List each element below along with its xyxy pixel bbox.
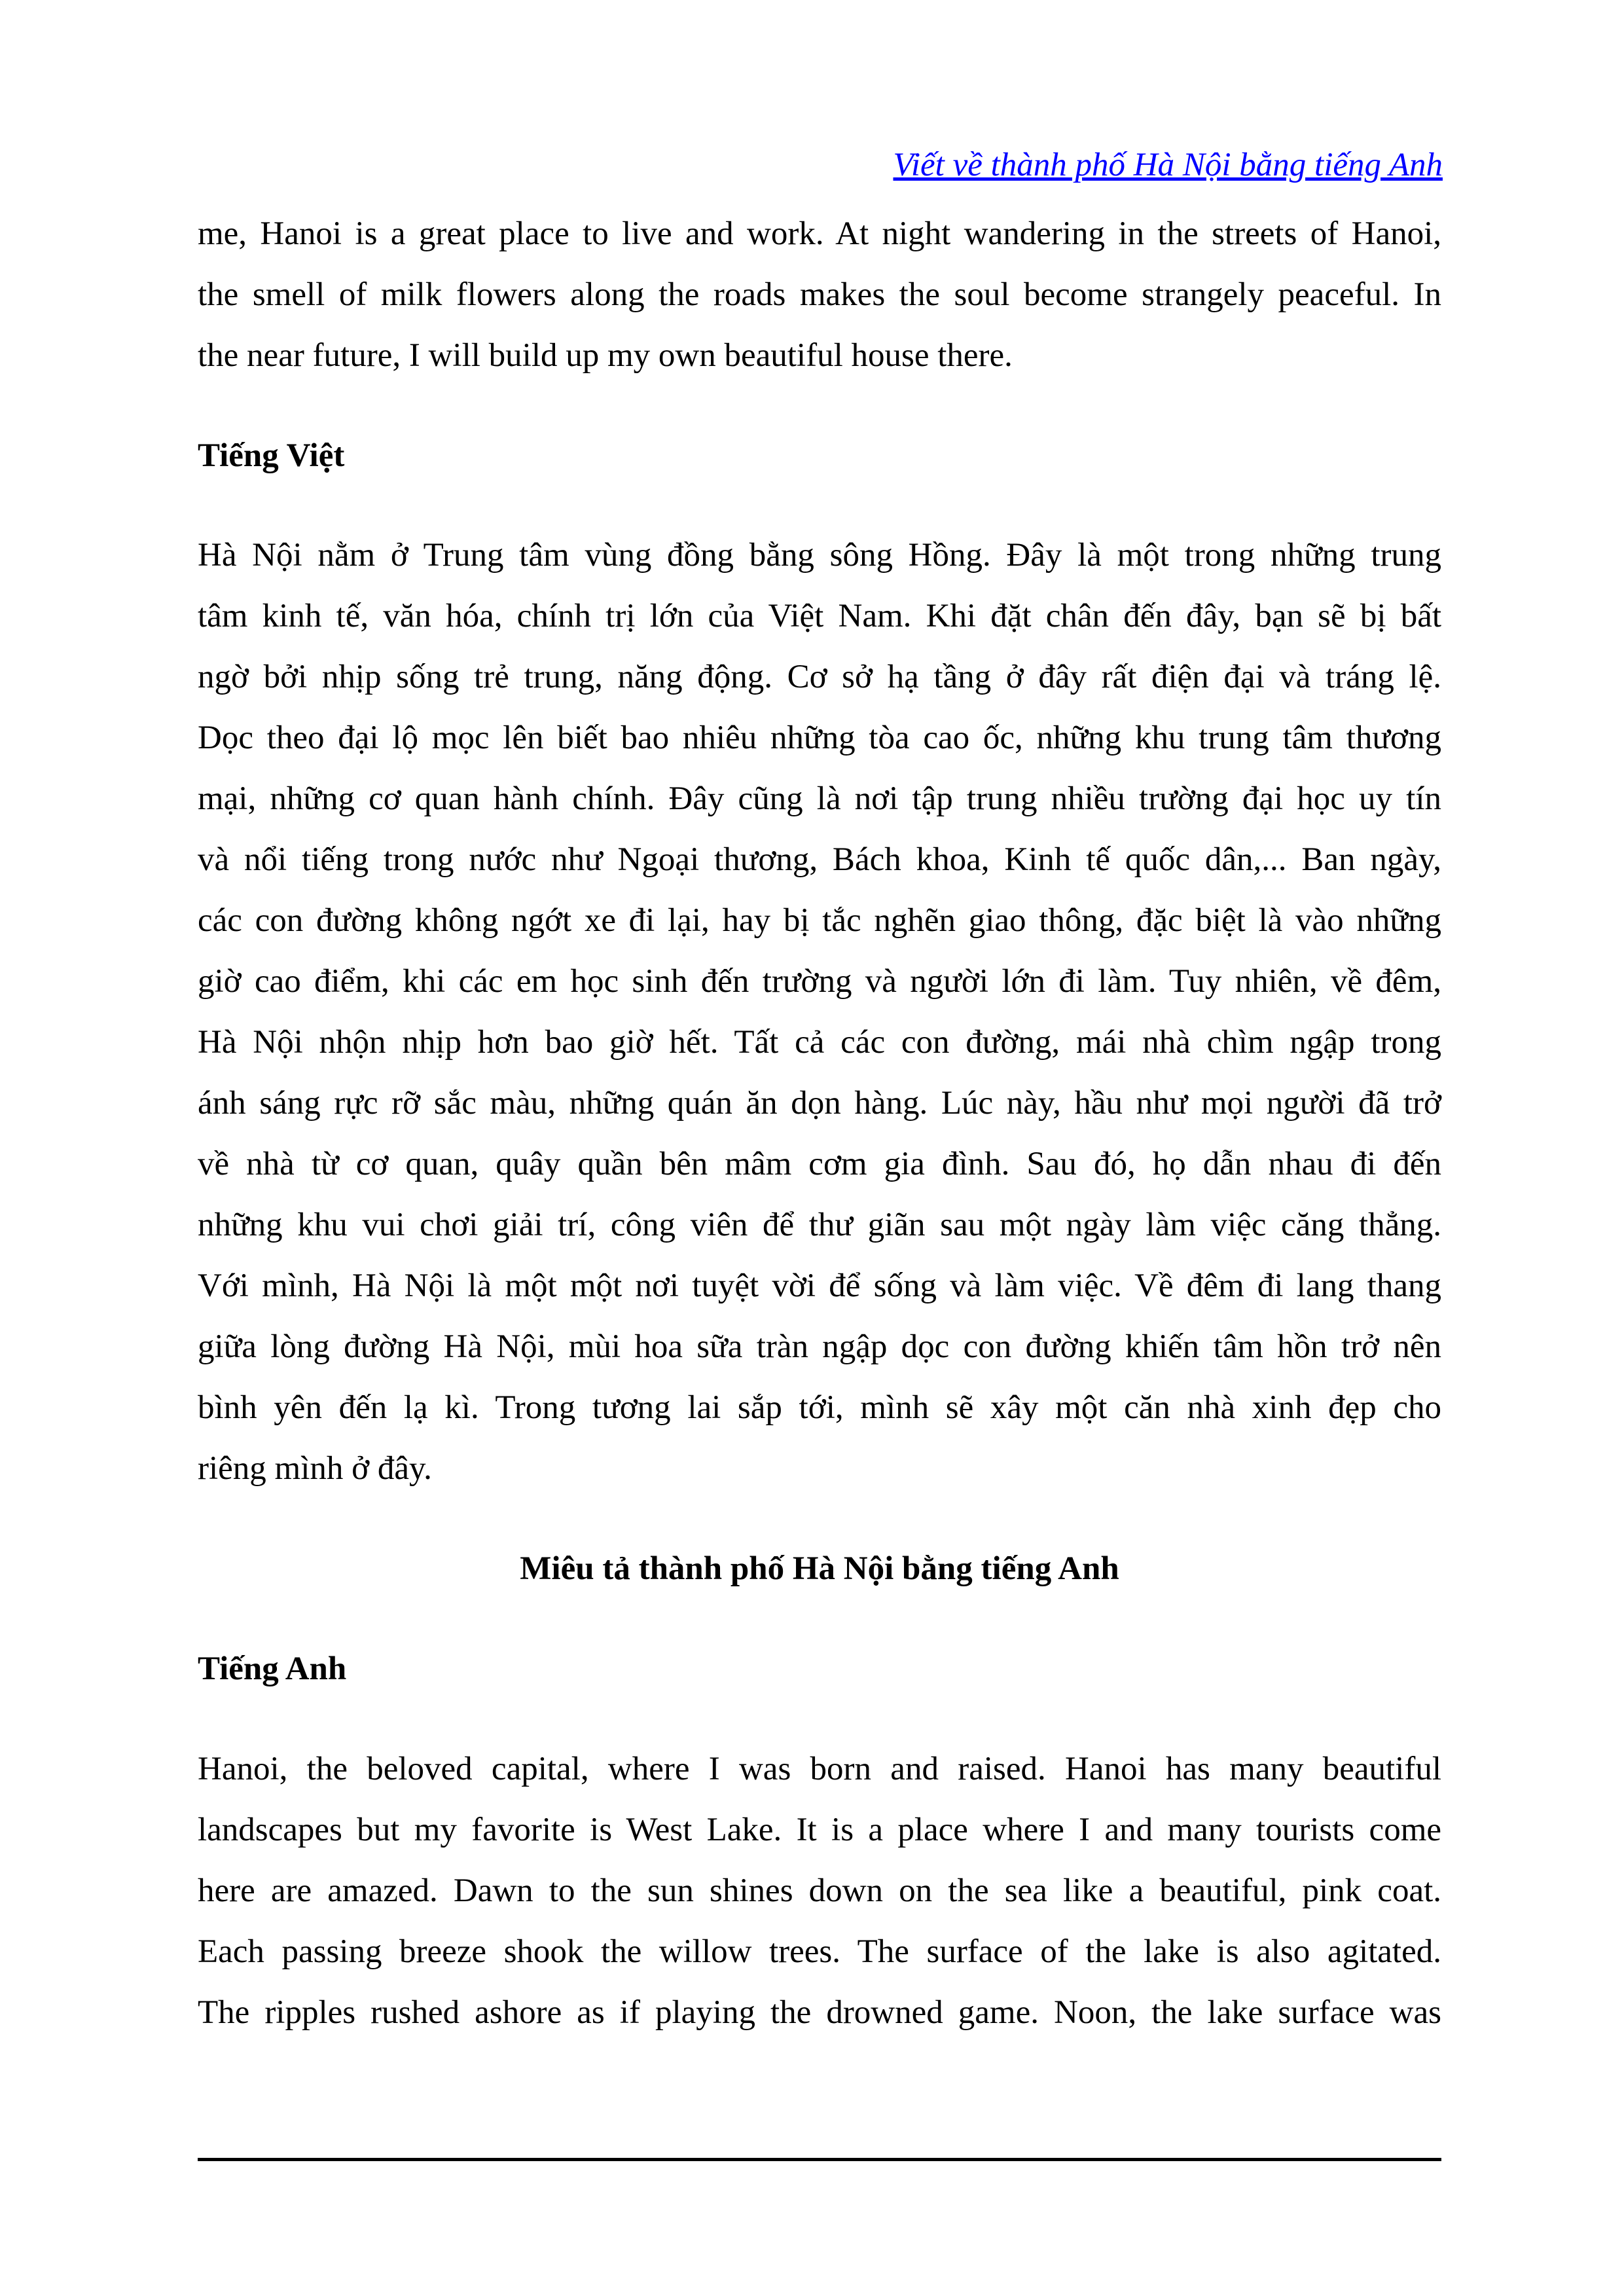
vi-line-1: Hà Nội nằm ở Trung tâm vùng đồng bằng sông Hồng. Đây là một trong những trung (198, 537, 1441, 574)
en-line-4: Each passing breeze shook the willow trees. The surface of the lake is also agitated. (198, 1933, 1441, 1970)
intro-line-2: the smell of milk flowers along the roads makes the soul become strangely peaceful. In (198, 276, 1441, 313)
en-line-5: The ripples rushed ashore as if playing the drowned game. Noon, the lake surface was (198, 1994, 1441, 2031)
vi-line-8: giờ cao điểm, khi các em học sinh đến trường và người lớn đi làm. Tuy nhiên, về đêm, (198, 963, 1441, 1000)
vi-line-3: ngờ bởi nhịp sống trẻ trung, năng động. Cơ sở hạ tầng ở đây rất điện đại và tráng lệ. (198, 659, 1441, 695)
vi-line-9: Hà Nội nhộn nhịp hơn bao giờ hết. Tất cả các con đường, mái nhà chìm ngập trong (198, 1024, 1441, 1061)
vi-line-5: mại, những cơ quan hành chính. Đây cũng là nơi tập trung nhiều trường đại học uy tín (198, 780, 1441, 817)
vi-line-10: ánh sáng rực rỡ sắc màu, những quán ăn dọn hàng. Lúc này, hầu như mọi người đã trở (198, 1085, 1441, 1121)
en-line-1: Hanoi, the beloved capital, where I was born and raised. Hanoi has many beautiful (198, 1751, 1441, 1787)
vi-line-13: Với mình, Hà Nội là một một nơi tuyệt vời để sống và làm việc. Về đêm đi lang thang (198, 1267, 1441, 1304)
heading-tieng-anh: Tiếng Anh (198, 1650, 347, 1687)
en-line-3: here are amazed. Dawn to the sun shines down on the sea like a beautiful, pink coat. (198, 1872, 1441, 1909)
vi-line-2: tâm kinh tế, văn hóa, chính trị lớn của Việt Nam. Khi đặt chân đến đây, bạn sẽ bị bất (198, 598, 1441, 634)
vi-line-16: riêng mình ở đây. (198, 1450, 432, 1487)
vi-line-7: các con đường không ngớt xe đi lại, hay bị tắc nghẽn giao thông, đặc biệt là vào những (198, 902, 1441, 939)
header-link[interactable]: Viết về thành phố Hà Nội bằng tiếng Anh (893, 147, 1443, 183)
section-title: Miêu tả thành phố Hà Nội bằng tiếng Anh (520, 1550, 1119, 1587)
heading-tieng-viet: Tiếng Việt (198, 437, 345, 474)
intro-line-1: me, Hanoi is a great place to live and work. At night wandering in the streets of Hanoi, (198, 215, 1441, 252)
vi-line-11: về nhà từ cơ quan, quây quần bên mâm cơm gia đình. Sau đó, họ dẫn nhau đi đến (198, 1146, 1441, 1182)
vi-line-6: và nổi tiếng trong nước như Ngoại thương, Bách khoa, Kinh tế quốc dân,... Ban ngày, (198, 841, 1441, 878)
en-line-2: landscapes but my favorite is West Lake. It is a place where I and many tourists come (198, 1812, 1441, 1848)
vi-line-14: giữa lòng đường Hà Nội, mùi hoa sữa tràn ngập dọc con đường khiến tâm hồn trở nên (198, 1328, 1441, 1365)
footer-divider (198, 2158, 1441, 2161)
intro-line-3: the near future, I will build up my own beautiful house there. (198, 337, 1013, 374)
vi-line-15: bình yên đến lạ kì. Trong tương lai sắp tới, mình sẽ xây một căn nhà xinh đẹp cho (198, 1389, 1441, 1426)
vi-line-4: Dọc theo đại lộ mọc lên biết bao nhiêu những tòa cao ốc, những khu trung tâm thương (198, 720, 1441, 756)
vi-line-12: những khu vui chơi giải trí, công viên để thư giãn sau một ngày làm việc căng thẳng. (198, 1207, 1441, 1243)
